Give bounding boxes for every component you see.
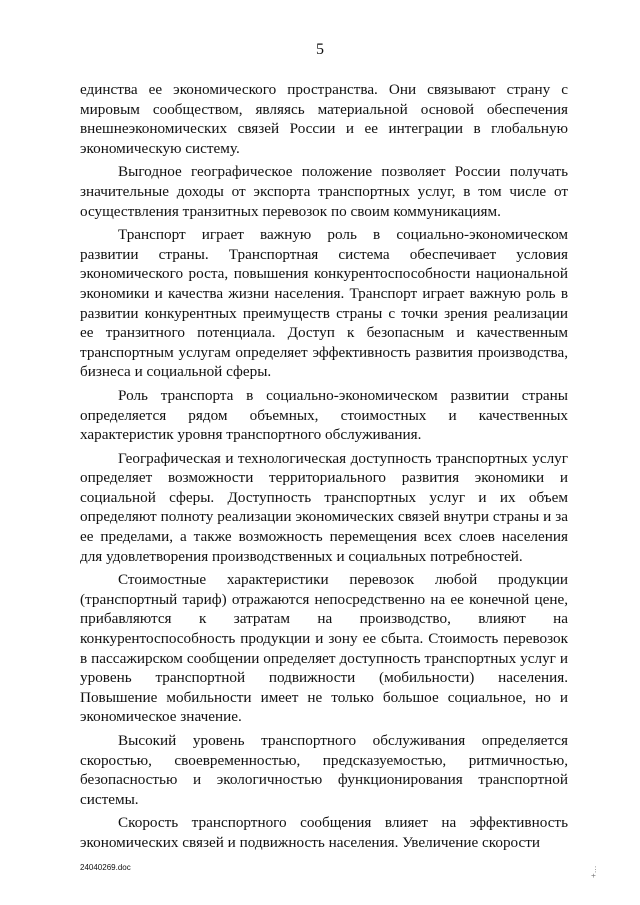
paragraph: Скорость транспортного сообщения влияет на эффективность экономических связей и подвижность населения. Увеличение скорости [80,814,568,851]
footer-filename: 24040269.doc [80,863,131,872]
page-number: 5 [316,41,324,58]
paragraph: Географическая и технологическая доступность транспортных услуг определяет возможности территориального развития экономики и социальной сферы. Доступность транспортных услуг и их объем определяют полноту реализации экономических связей внутри страны и за ее пределами, а также возможность перемещения всех слоев населения для удовлетворения производственных и социальных потребностей. [80,449,568,565]
paragraph: Транспорт играет важную роль в социально-экономическом развитии страны. Транспортная система обеспечивает условия экономического роста, повышения конкурентоспособности национальной экономики и качества жизни населения. Транспорт играет важную роль в развитии конкурентных преимуществ страны с точки зрения реализации ее транзитного потенциала. Доступ к безопасным и качественным транспортным услугам определяет эффективность развития производства, бизнеса и социальной сферы. [80,226,568,381]
document-body [80,80,568,857]
paragraph-continuation: единства ее экономического пространства. Они связывают страну с мировым сообществом, являясь материальной основой обеспечения внешнеэкономических связей России и ее интеграции в глобальную экономическую систему. [80,81,568,157]
paragraph: Выгодное географическое положение позволяет России получать значительные доходы от экспорта транспортных услуг, в том числе от осуществления транзитных перевозок по своим коммуникациям. [80,163,568,220]
paragraph: Роль транспорта в социально-экономическом развитии страны определяется рядом объемных, стоимостных и качественных характеристик уровня транспортного обслуживания. [80,386,568,444]
paragraph: Высокий уровень транспортного обслуживания определяется скоростью, своевременностью, предсказуемостью, ритмичностью, безопасностью и экологичностью функционирования транспортной системы. [80,732,568,808]
paragraph: Стоимостные характеристики перевозок любой продукции (транспортный тариф) отражаются непосредственно на ее конечной цене, прибавляются к затратам на производство, влияют на конкурентоспособность продукции и зону ее сбыта. Стоимость перевозок в пассажирском сообщении определяет доступность транспортных услуг и уровень транспортной подвижности (мобильности) населения. Повышение мобильности имеет не только большое социальное, но и экономическое значение. [80,571,568,726]
margin-mark: +… [589,865,598,878]
